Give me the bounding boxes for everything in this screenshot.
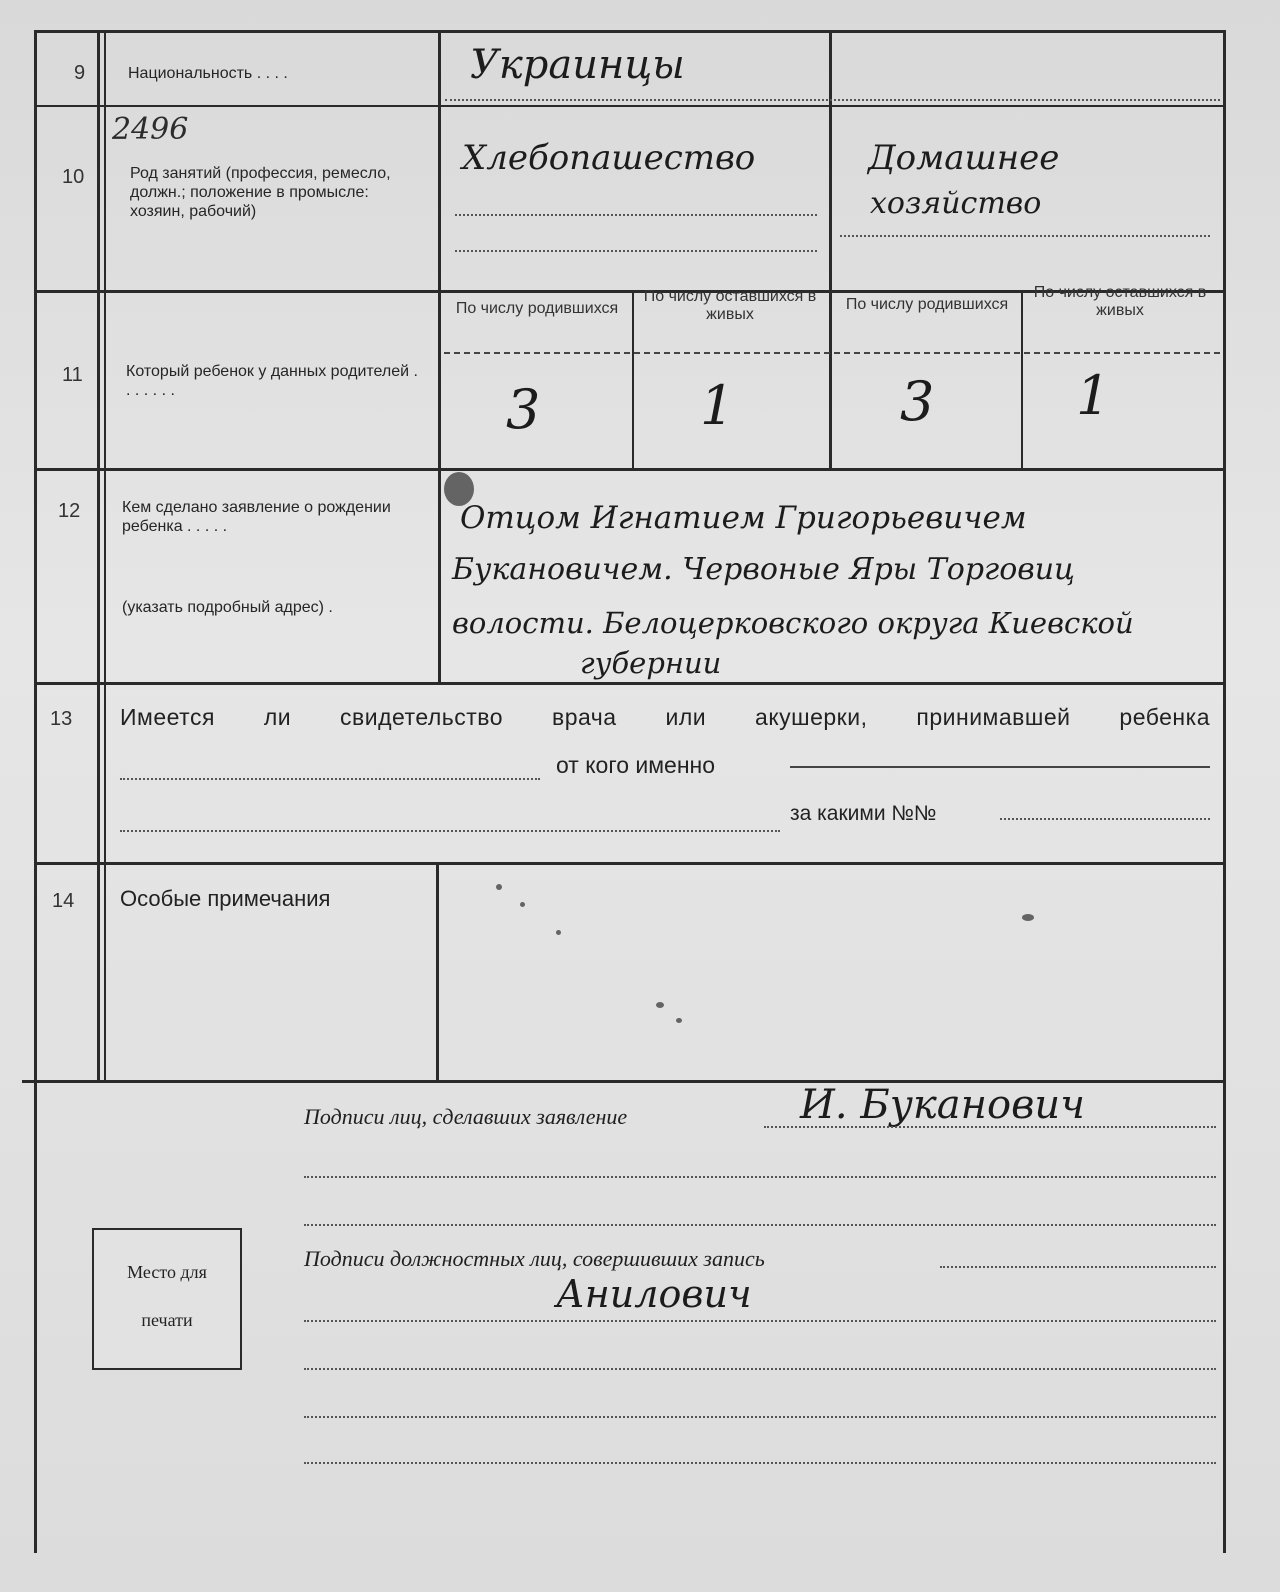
fill-line xyxy=(120,830,780,832)
declarant-label: Кем сделано заявление о рождении ребенка . . . . . xyxy=(122,499,391,535)
fill-line xyxy=(120,778,540,780)
col-divider xyxy=(436,862,439,1080)
ink-speck xyxy=(656,1002,664,1008)
fill-line xyxy=(1000,818,1210,820)
officials-signature: Анилович xyxy=(556,1272,752,1316)
row-number: 10 xyxy=(62,166,85,188)
row-number: 9 xyxy=(74,62,86,84)
stamp-label-line-2: печати xyxy=(141,1310,193,1330)
fill-line xyxy=(455,250,817,252)
col-divider xyxy=(97,30,100,1080)
row-number: 11 xyxy=(62,364,83,386)
row-divider xyxy=(34,682,1223,685)
declarant-line-2: Букановичем. Червоные Яры Торговиц xyxy=(452,552,1075,587)
fill-line xyxy=(304,1416,1216,1418)
col-header-alive: По числу оставшихся в живых xyxy=(643,288,817,323)
special-notes-label: Особые примечания xyxy=(120,886,331,911)
fill-line xyxy=(445,99,1220,101)
fill-line xyxy=(764,1126,1216,1128)
fill-line xyxy=(790,766,1210,768)
row-number: 12 xyxy=(58,500,81,522)
declarant-line-4: губернии xyxy=(580,646,722,680)
header-divider xyxy=(444,352,1220,354)
fill-line xyxy=(304,1462,1216,1464)
ink-speck xyxy=(676,1018,682,1023)
stamp-box xyxy=(92,1228,242,1370)
margin-note: 2496 xyxy=(112,112,189,147)
mother-occupation-2: хозяйство xyxy=(870,186,1042,221)
applicants-signature: И. Буканович xyxy=(800,1082,1085,1128)
col-divider xyxy=(104,30,106,1080)
ink-speck xyxy=(1022,914,1034,921)
applicants-signature-label: Подписи лиц, сделавших заявление xyxy=(304,1104,628,1129)
officials-signature-label: Подписи должностных лиц, совершивших запись xyxy=(304,1246,765,1271)
row-divider xyxy=(34,468,1223,471)
declarant-line-3: волости. Белоцерковского округа Киевской xyxy=(452,606,1134,640)
numbers-label: за какими №№ xyxy=(790,802,937,825)
mother-occupation-1: Домашнее xyxy=(868,138,1060,178)
nationality-label: Национальность . . . . xyxy=(128,65,288,82)
fill-line xyxy=(304,1224,1216,1226)
col-divider xyxy=(438,30,441,682)
father-occupation: Хлебопашество xyxy=(462,138,756,178)
fill-line xyxy=(840,235,1210,237)
fill-line xyxy=(304,1368,1216,1370)
fill-line xyxy=(304,1176,1216,1178)
col-header-born: По числу родившихся xyxy=(455,300,619,317)
row-divider xyxy=(34,105,1223,107)
row-number: 13 xyxy=(50,708,73,730)
col-header-alive-2: По числу оставшихся в живых xyxy=(1033,284,1207,319)
mother-born-count: 3 xyxy=(900,370,935,433)
certificate-question: Имеется ли свидетельство врача или акушерки, принимавшей ребенка xyxy=(120,704,1210,730)
col-divider xyxy=(632,290,634,468)
fill-line xyxy=(455,214,817,216)
father-born-count: 3 xyxy=(506,378,541,441)
ink-speck xyxy=(496,884,502,890)
ink-speck xyxy=(556,930,561,935)
ink-speck xyxy=(520,902,525,907)
declarant-line-1: Отцом Игнатием Григорьевичем xyxy=(460,500,1027,536)
fill-line xyxy=(304,1320,1216,1322)
father-alive-count: 1 xyxy=(700,374,735,437)
nationality-value: Украинцы xyxy=(470,42,685,88)
row-number: 14 xyxy=(52,890,75,912)
occupation-label: Род занятий (профессия, ремесло, должн.; положение в промысле: хозяин, рабочий) xyxy=(130,165,391,220)
mother-alive-count: 1 xyxy=(1076,364,1111,427)
child-order-label: Который ребенок у данных родителей . . . . . . . xyxy=(126,363,418,399)
col-header-born-2: По числу родившихся xyxy=(845,296,1009,313)
address-label: (указать подробный адрес) . xyxy=(122,599,333,616)
stamp-label-line-1: Место для xyxy=(127,1262,207,1282)
row-divider xyxy=(34,862,1223,865)
from-whom-label: от кого именно xyxy=(556,752,716,778)
col-divider xyxy=(829,30,832,468)
col-divider xyxy=(1021,290,1023,468)
fill-line xyxy=(940,1266,1216,1268)
